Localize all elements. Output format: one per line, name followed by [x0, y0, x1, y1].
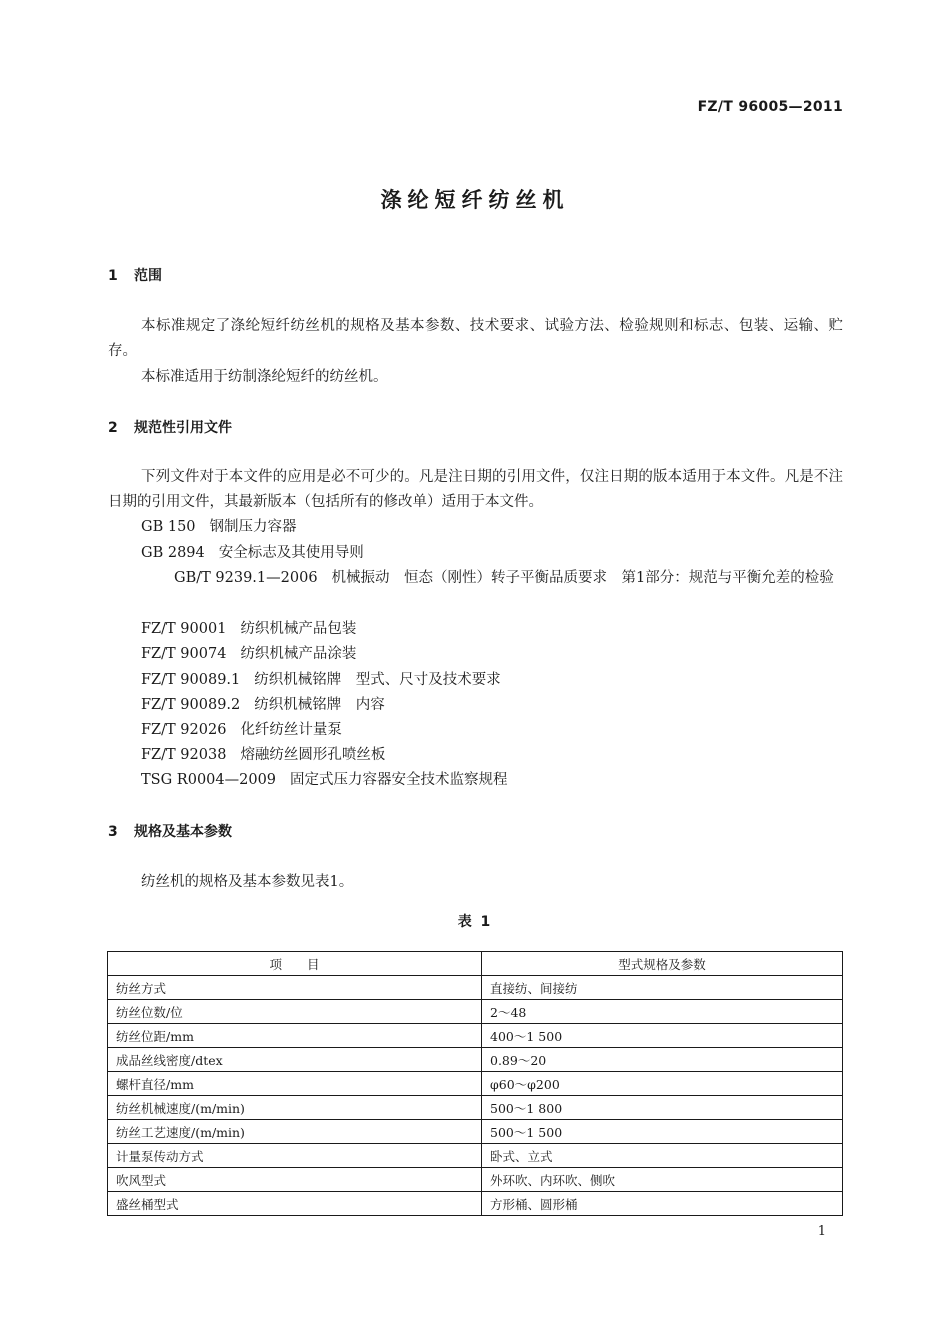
table-header-row: [108, 952, 843, 976]
table-cell: 500～1 800: [482, 1096, 843, 1120]
section-title: 规格及基本参数: [134, 824, 232, 840]
reference-code: FZ/T 90001: [141, 621, 227, 637]
table-cell: 外环吹、内环吹、侧吹: [482, 1168, 843, 1192]
reference-code: GB/T 9239.1—2006: [174, 570, 318, 586]
reference-title: 纺织机械铭牌 内容: [254, 697, 385, 713]
section-title: 规范性引用文件: [134, 420, 232, 436]
standard-number: FZ/T 96005—2011: [697, 99, 843, 115]
table-cell: 成品丝线密度/dtex: [108, 1048, 482, 1072]
table-row: [108, 1096, 843, 1120]
table-row: [108, 976, 843, 1000]
table-cell: 纺丝工艺速度/(m/min): [108, 1120, 482, 1144]
table-cell: 卧式、立式: [482, 1144, 843, 1168]
table-row: [108, 1144, 843, 1168]
reference-item: [141, 743, 385, 768]
table-cell: 2～48: [482, 1000, 843, 1024]
section-number: 1: [108, 268, 118, 284]
reference-title: 熔融纺丝圆形孔喷丝板: [240, 747, 386, 763]
document-title: 涤纶短纤纺丝机: [380, 188, 570, 212]
reference-title: 钢制压力容器: [209, 519, 297, 535]
table-cell: 计量泵传动方式: [108, 1144, 482, 1168]
table-cell: 纺丝位数/位: [108, 1000, 482, 1024]
reference-item: [141, 642, 356, 667]
section-1-paragraph-2: 本标准适用于纺制涤纶短纤的纺丝机。: [141, 369, 388, 385]
table-row: [108, 1168, 843, 1192]
table-header-item: 项 目: [108, 952, 482, 976]
table-header-param: 型式规格及参数: [482, 952, 843, 976]
section-2-intro: 下列文件对于本文件的应用是必不可少的。凡是注日期的引用文件，仅注日期的版本适用于本文件。凡是不注日期的引用文件，其最新版本（包括所有的修改单）适用于本文件。: [108, 469, 843, 510]
reference-code: FZ/T 90074: [141, 646, 227, 662]
table-cell: 纺丝方式: [108, 976, 482, 1000]
reference-code: FZ/T 90089.2: [141, 697, 241, 713]
reference-item: [141, 617, 356, 642]
table-cell: 吹风型式: [108, 1168, 482, 1192]
reference-item: [141, 668, 501, 693]
reference-code: FZ/T 90089.1: [141, 672, 241, 688]
reference-item: [141, 541, 364, 566]
section-1-heading: [108, 265, 162, 285]
reference-title: 安全标志及其使用导则: [218, 545, 364, 561]
reference-item: [141, 693, 385, 718]
section-3-intro: 纺丝机的规格及基本参数见表1。: [141, 874, 354, 890]
table-cell: 方形桶、圆形桶: [482, 1192, 843, 1216]
reference-title: 机械振动 恒态（刚性）转子平衡品质要求 第1部分：规范与平衡允差的检验: [331, 570, 834, 586]
table-cell: 400～1 500: [482, 1024, 843, 1048]
table-cell: 螺杆直径/mm: [108, 1072, 482, 1096]
table-row: [108, 1192, 843, 1216]
table-row: [108, 1000, 843, 1024]
reference-item: [141, 515, 297, 540]
reference-code: TSG R0004—2009: [141, 772, 277, 788]
reference-code: GB 2894: [141, 545, 205, 561]
table-cell: 纺丝机械速度/(m/min): [108, 1096, 482, 1120]
reference-code: FZ/T 92026: [141, 722, 227, 738]
reference-item: [141, 718, 342, 743]
table-row: [108, 1024, 843, 1048]
reference-title: 化纤纺丝计量泵: [240, 722, 342, 738]
section-1-paragraph-1: 本标准规定了涤纶短纤纺丝机的规格及基本参数、技术要求、试验方法、检验规则和标志、包装、运输、贮存。: [108, 318, 843, 359]
reference-item: [108, 566, 843, 591]
table-caption: 表 1: [457, 914, 493, 930]
reference-title: 固定式压力容器安全技术监察规程: [290, 772, 508, 788]
reference-item: [141, 768, 508, 793]
table-cell: 500～1 500: [482, 1120, 843, 1144]
table-row: [108, 1072, 843, 1096]
reference-code: FZ/T 92038: [141, 747, 227, 763]
table-cell: 直接纺、间接纺: [482, 976, 843, 1000]
page-number: 1: [817, 1224, 826, 1239]
table-cell: 0.89～20: [482, 1048, 843, 1072]
section-2-heading: [108, 417, 232, 437]
reference-title: 纺织机械铭牌 型式、尺寸及技术要求: [254, 672, 501, 688]
section-number: 3: [108, 824, 118, 840]
reference-code: GB 150: [141, 519, 196, 535]
table-cell: 盛丝桶型式: [108, 1192, 482, 1216]
reference-title: 纺织机械产品包装: [240, 621, 357, 637]
table-cell: 纺丝位距/mm: [108, 1024, 482, 1048]
table-row: [108, 1048, 843, 1072]
table-row: [108, 1120, 843, 1144]
section-number: 2: [108, 420, 118, 436]
section-title: 范围: [134, 268, 162, 284]
spec-table: [107, 951, 843, 1216]
table-cell: φ60～φ200: [482, 1072, 843, 1096]
section-3-heading: [108, 821, 232, 841]
reference-title: 纺织机械产品涂装: [240, 646, 357, 662]
